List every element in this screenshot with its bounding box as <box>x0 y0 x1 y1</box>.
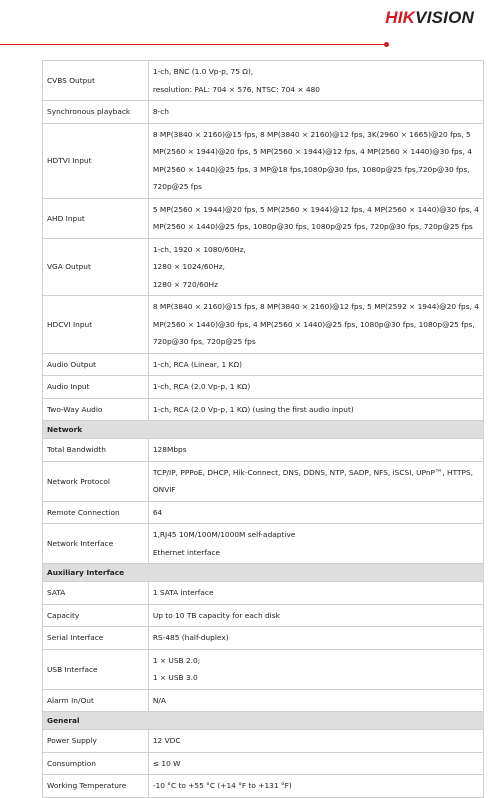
spec-row <box>43 752 484 775</box>
spec-value-line: 8 MP(3840 × 2160)@15 fps, 8 MP(3840 × 2160)@12 fps, 3K(2960 × 1665)@20 fps, 5 <box>152 129 471 139</box>
spec-row <box>43 439 484 462</box>
header-rule-dot <box>384 42 389 47</box>
spec-value-line: 8-ch <box>152 107 169 116</box>
spec-value <box>148 101 483 124</box>
spec-row <box>43 238 484 296</box>
spec-value <box>148 439 483 462</box>
spec-row <box>43 501 484 524</box>
spec-value-line: 720p@25 fps <box>152 182 202 191</box>
spec-row <box>43 627 484 650</box>
spec-value-line: 1280 × 720/60Hz <box>152 279 218 289</box>
spec-value-line: MP(2560 × 1440)@30 fps, 4 MP(2560 × 1440)@25 fps, 1080p@30 fps, 1080p@25 fps, <box>152 319 475 329</box>
spec-label: Power Supply <box>43 730 149 753</box>
section-header-row <box>43 712 484 730</box>
spec-value-line: ONVIF <box>152 485 176 494</box>
spec-value <box>148 123 483 198</box>
spec-value-line: 128Mbps <box>152 445 187 454</box>
spec-value-line: 1-ch, RCA (Linear, 1 KΩ) <box>152 359 242 369</box>
spec-row <box>43 296 484 354</box>
spec-label: Serial Interface <box>43 627 149 650</box>
spec-value <box>148 353 483 376</box>
spec-label: Consumption <box>43 752 149 775</box>
spec-value-line: 12 VDC <box>152 736 181 745</box>
spec-label: Network Protocol <box>43 461 149 501</box>
spec-value-line: 1,RJ45 10M/100M/1000M self-adaptive <box>152 530 296 539</box>
spec-label: Audio Output <box>43 353 149 376</box>
spec-value <box>148 627 483 650</box>
spec-value <box>148 376 483 399</box>
spec-value <box>148 689 483 712</box>
section-title: Auxiliary Interface <box>43 564 484 582</box>
spec-label: CVBS Output <box>43 61 149 101</box>
spec-value-line: ≤ 10 W <box>152 758 181 768</box>
spec-row <box>43 101 484 124</box>
header-rule <box>0 44 386 45</box>
logo-part-hik: HIK <box>385 8 416 27</box>
spec-value-line: 1-ch, RCA (2.0 Vp-p, 1 KΩ) (using the first audio input) <box>152 404 354 414</box>
spec-value-line: 1 × USB 2.0; <box>152 655 201 665</box>
spec-value-line: RS-485 (half-duplex) <box>152 633 229 642</box>
spec-label: AHD Input <box>43 198 149 238</box>
spec-value <box>148 649 483 689</box>
spec-row <box>43 198 484 238</box>
spec-value <box>148 752 483 775</box>
spec-row <box>43 376 484 399</box>
spec-value <box>148 730 483 753</box>
spec-value-line: 1280 × 1024/60Hz, <box>152 262 226 271</box>
spec-row <box>43 649 484 689</box>
spec-value-line: 1 × USB 3.0 <box>152 673 198 682</box>
spec-value <box>148 501 483 524</box>
section-header-row <box>43 421 484 439</box>
spec-value <box>148 61 483 101</box>
spec-value-line: 1-ch, RCA (2.0 Vp-p, 1 KΩ) <box>152 382 251 391</box>
spec-value-line: N/A <box>152 695 166 705</box>
spec-value-line: 5 MP(2560 × 1944)@20 fps, 5 MP(2560 × 1944)@12 fps, 4 MP(2560 × 1440)@30 fps, 4 <box>152 204 479 214</box>
spec-label: USB Interface <box>43 649 149 689</box>
spec-row <box>43 604 484 627</box>
spec-value-line: 8 MP(3840 × 2160)@15 fps, 8 MP(3840 × 2160)@12 fps, 5 MP(2592 × 1944)@20 fps, 4 <box>152 302 479 311</box>
spec-value <box>148 398 483 421</box>
spec-label: Total Bandwidth <box>43 439 149 462</box>
spec-value-line: MP(2560 × 1440)@25 fps, 3 MP@18 fps,1080p@30 fps, 1080p@25 fps,720p@30 fps, <box>152 164 470 174</box>
spec-value <box>148 604 483 627</box>
spec-label: Audio Input <box>43 376 149 399</box>
spec-label: Network Interface <box>43 524 149 564</box>
spec-label: Remote Connection <box>43 501 149 524</box>
spec-table <box>42 60 484 798</box>
spec-value-line: TCP/IP, PPPoE, DHCP, Hik-Connect, DNS, DDNS, NTP, SADP, NFS, iSCSI, UPnP™, HTTPS, <box>152 467 474 477</box>
spec-value <box>148 198 483 238</box>
spec-value-line: MP(2560 × 1944)@20 fps, 5 MP(2560 × 1944)@12 fps, 4 MP(2560 × 1440)@30 fps, 4 <box>152 147 472 156</box>
spec-value-line: 1-ch, 1920 × 1080/60Hz, <box>152 244 246 254</box>
spec-row <box>43 524 484 564</box>
spec-row <box>43 775 484 798</box>
spec-value-line: 64 <box>152 507 163 517</box>
spec-value-line: Ethernet interface <box>152 547 220 557</box>
spec-value <box>148 582 483 605</box>
spec-label: Capacity <box>43 604 149 627</box>
spec-row <box>43 123 484 198</box>
spec-value-line: MP(2560 × 1440)@25 fps, 1080p@30 fps, 1080p@25 fps, 720p@30 fps, 720p@25 fps <box>152 222 473 231</box>
spec-value <box>148 524 483 564</box>
section-header-row <box>43 564 484 582</box>
spec-value-line: 1 SATA interface <box>152 588 214 597</box>
spec-table-body <box>43 61 484 798</box>
spec-row <box>43 61 484 101</box>
spec-label: HDCVI Input <box>43 296 149 354</box>
spec-label: Synchronous playback <box>43 101 149 124</box>
spec-value <box>148 461 483 501</box>
spec-row <box>43 689 484 712</box>
spec-value <box>148 238 483 296</box>
spec-value <box>148 296 483 354</box>
spec-row <box>43 461 484 501</box>
spec-label: SATA <box>43 582 149 605</box>
spec-value-line: -10 °C to +55 °C (+14 °F to +131 °F) <box>152 781 292 790</box>
spec-row <box>43 730 484 753</box>
spec-value-line: resolution: PAL: 704 × 576, NTSC: 704 × 480 <box>152 84 321 94</box>
spec-value-line: 1-ch, BNC (1.0 Vp-p, 75 Ω), <box>152 67 254 76</box>
spec-label: Alarm In/Out <box>43 689 149 712</box>
spec-label: Working Temperature <box>43 775 149 798</box>
spec-label: VGA Output <box>43 238 149 296</box>
spec-row <box>43 398 484 421</box>
section-title: Network <box>43 421 484 439</box>
spec-row <box>43 582 484 605</box>
spec-label: Two-Way Audio <box>43 398 149 421</box>
spec-value-line: Up to 10 TB capacity for each disk <box>152 610 280 620</box>
spec-row <box>43 353 484 376</box>
spec-value <box>148 775 483 798</box>
hikvision-logo <box>385 8 474 28</box>
section-title: General <box>43 712 484 730</box>
logo-part-vision: VISION <box>415 8 474 27</box>
spec-label: HDTVI Input <box>43 123 149 198</box>
spec-value-line: 720p@30 fps, 720p@25 fps <box>152 337 256 346</box>
